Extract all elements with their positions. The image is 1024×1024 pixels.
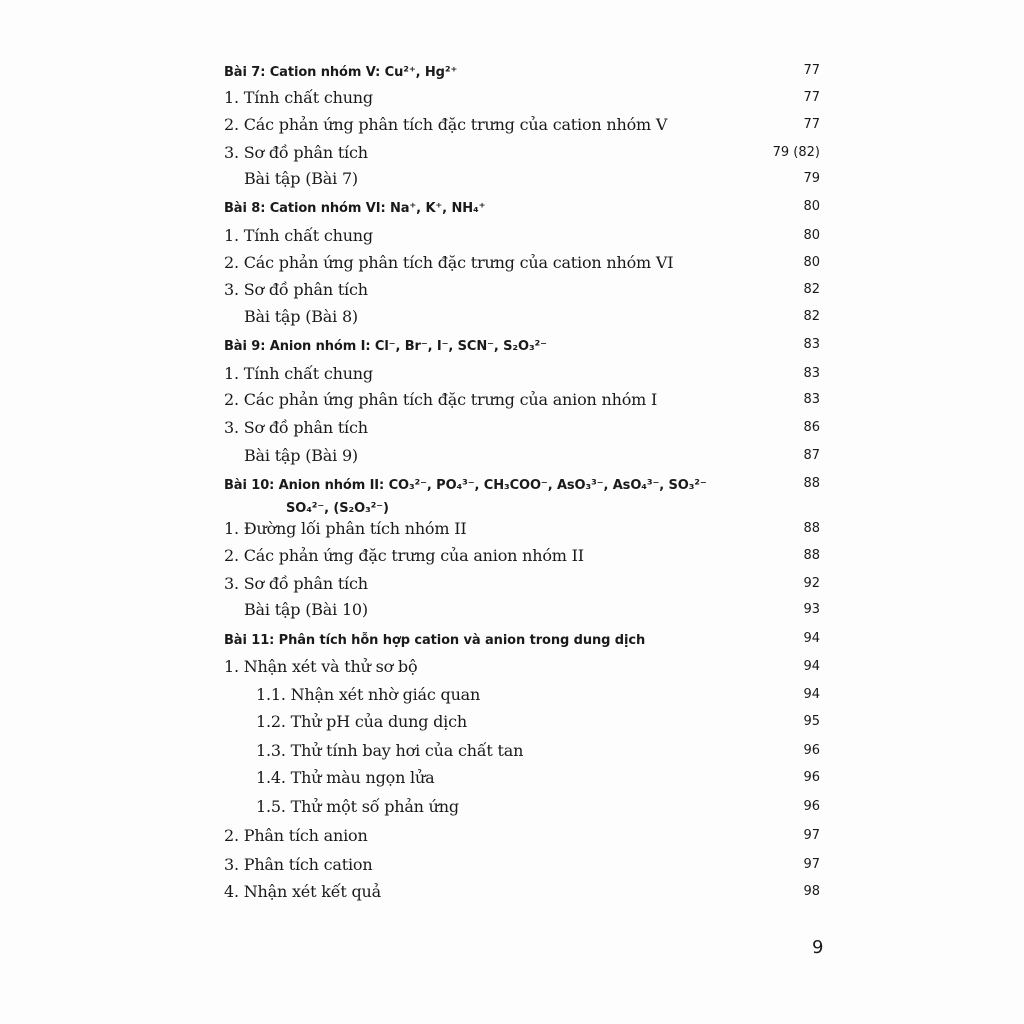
toc-page-number: 88 [803, 521, 820, 536]
toc-entry-b9-1 [0, 364, 1024, 390]
toc-entry-b11-1-5 [0, 797, 1024, 823]
toc-label: Bài 10: Anion nhóm II: CO₃²⁻, PO₄³⁻, CH₃COO⁻, AsO₃³⁻, AsO₄³⁻, SO₃²⁻ [224, 478, 707, 493]
toc-label: 3. Sơ đồ phân tích [224, 280, 368, 299]
toc-entry-b7-3 [0, 143, 1024, 169]
toc-label: Bài 8: Cation nhóm VI: Na⁺, K⁺, NH₄⁺ [224, 201, 486, 216]
toc-label: 1.1. Nhận xét nhờ giác quan [256, 685, 481, 704]
toc-label: 1. Tính chất chung [224, 364, 373, 383]
toc-page-number: 83 [803, 366, 820, 381]
toc-page-number: 94 [803, 687, 820, 702]
toc-label: Bài tập (Bài 8) [244, 307, 358, 326]
toc-page-number: 79 [803, 171, 820, 186]
toc-entry-b7-ex [0, 169, 1024, 195]
toc-page-number: 86 [803, 420, 820, 435]
toc-entry-b8-ex [0, 307, 1024, 333]
toc-entry-b10-1 [0, 519, 1024, 545]
toc-page-number: 97 [803, 828, 820, 843]
toc-entry-b7 [0, 61, 1024, 87]
toc-label: 1.3. Thử tính bay hơi của chất tan [256, 741, 524, 760]
toc-entry-b8-1 [0, 226, 1024, 252]
toc-page-number: 88 [803, 548, 820, 563]
toc-label: 2. Các phản ứng phân tích đặc trưng của cation nhóm VI [224, 253, 674, 272]
toc-page-number: 80 [803, 228, 820, 243]
toc-page-number: 96 [803, 770, 820, 785]
toc-entry-b8-3 [0, 280, 1024, 306]
toc-page-number: 80 [803, 199, 820, 214]
toc-page-number: 94 [803, 631, 820, 646]
toc-entry-b11-4 [0, 882, 1024, 908]
toc-label: 2. Các phản ứng đặc trưng của anion nhóm II [224, 546, 584, 565]
toc-entry-b9 [0, 335, 1024, 361]
toc-entry-b11-2 [0, 826, 1024, 852]
toc-entry-b7-2 [0, 115, 1024, 141]
toc-label: 3. Sơ đồ phân tích [224, 143, 368, 162]
toc-label: 1. Nhận xét và thử sơ bộ [224, 657, 418, 676]
toc-page-number: 82 [803, 282, 820, 297]
toc-label: 1.2. Thử pH của dung dịch [256, 712, 467, 731]
toc-label: 2. Các phản ứng phân tích đặc trưng của anion nhóm I [224, 390, 658, 409]
toc-entry-b11-1 [0, 657, 1024, 683]
toc-entry-b11-1-1 [0, 685, 1024, 711]
toc-entry-b10-ex [0, 600, 1024, 626]
toc-page-number: 77 [803, 63, 820, 78]
toc-entry-b8 [0, 197, 1024, 223]
toc-page-number: 80 [803, 255, 820, 270]
toc-label: 3. Sơ đồ phân tích [224, 574, 368, 593]
toc-label: Bài tập (Bài 7) [244, 169, 358, 188]
toc-entry-b9-2 [0, 390, 1024, 416]
toc-label: 1.5. Thử một số phản ứng [256, 797, 459, 816]
toc-entry-b10-3 [0, 574, 1024, 600]
toc-label: 3. Phân tích cation [224, 855, 373, 874]
toc-page-number: 77 [803, 117, 820, 132]
toc-label: 1. Tính chất chung [224, 226, 373, 245]
toc-page-number: 83 [803, 337, 820, 352]
toc-page-number: 93 [803, 602, 820, 617]
toc-entry-b11-1-4 [0, 768, 1024, 794]
toc-entry-b11-3 [0, 855, 1024, 881]
toc-entry-b11 [0, 629, 1024, 655]
toc-entry-b9-3 [0, 418, 1024, 444]
toc-label: SO₄²⁻, (S₂O₃²⁻) [286, 501, 389, 516]
toc-label: Bài tập (Bài 10) [244, 600, 368, 619]
toc-label: 3. Sơ đồ phân tích [224, 418, 368, 437]
toc-page-number: 96 [803, 743, 820, 758]
toc-label: 2. Các phản ứng phân tích đặc trưng của cation nhóm V [224, 115, 668, 134]
toc-label: Bài 9: Anion nhóm I: Cl⁻, Br⁻, I⁻, SCN⁻, S₂O₃²⁻ [224, 339, 547, 354]
toc-entry-b11-1-2 [0, 712, 1024, 738]
toc-label: Bài 7: Cation nhóm V: Cu²⁺, Hg²⁺ [224, 65, 458, 80]
toc-label: 4. Nhận xét kết quả [224, 882, 381, 901]
toc-page-number: 82 [803, 309, 820, 324]
toc-entry-b8-2 [0, 253, 1024, 279]
toc-page-number: 79 (82) [772, 145, 820, 160]
toc-page-number: 96 [803, 799, 820, 814]
toc-label: 1.4. Thử màu ngọn lửa [256, 768, 435, 787]
toc-page-number: 95 [803, 714, 820, 729]
toc-page-number: 98 [803, 884, 820, 899]
toc-entry-b9-ex [0, 446, 1024, 472]
toc-label: 1. Tính chất chung [224, 88, 373, 107]
toc-page-number: 97 [803, 857, 820, 872]
toc-entry-b11-1-3 [0, 741, 1024, 767]
toc-label: Bài tập (Bài 9) [244, 446, 358, 465]
toc-label: Bài 11: Phân tích hỗn hợp cation và anion trong dung dịch [224, 633, 646, 648]
toc-page-number: 87 [803, 448, 820, 463]
toc-entry-b7-1 [0, 88, 1024, 114]
toc-label: 2. Phân tích anion [224, 826, 368, 845]
toc-entry-b10-2 [0, 546, 1024, 572]
toc-page-number: 83 [803, 392, 820, 407]
toc-page-number: 77 [803, 90, 820, 105]
page-number: 9 [812, 937, 824, 958]
toc-label: 1. Đường lối phân tích nhóm II [224, 519, 467, 538]
toc-page-number: 94 [803, 659, 820, 674]
toc-page-number: 88 [803, 476, 820, 491]
toc-page-number: 92 [803, 576, 820, 591]
